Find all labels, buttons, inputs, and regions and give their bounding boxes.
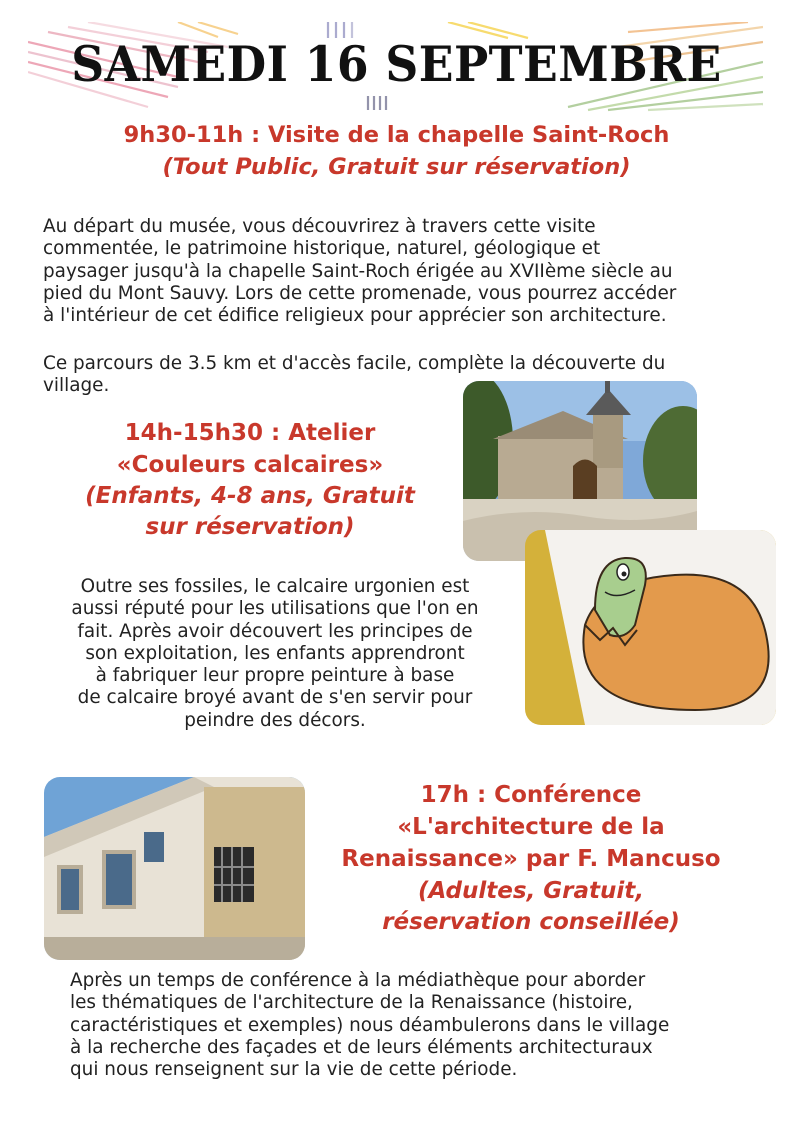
text-line: caractéristiques et exemples) nous déambulerons dans le village: [70, 1014, 670, 1036]
event1-description: [43, 216, 766, 327]
text-line: paysager jusqu'à la chapelle Saint-Roch érigée au XVIIème siècle au: [43, 260, 673, 282]
text-line: de calcaire broyé avant de s'en servir pour: [77, 687, 473, 709]
event2-audience-line1: (Enfants, 4-8 ans, Gratuit: [85, 483, 415, 509]
text-line: à la recherche des façades et de leurs éléments architecturaux: [70, 1036, 653, 1058]
text-line: aussi réputé pour les utilisations que l'on en: [71, 598, 479, 620]
text-line: fait. Après avoir découvert les principes de: [77, 620, 473, 642]
event3-audience-line2: réservation conseillée): [382, 909, 680, 935]
text-line: village.: [43, 375, 110, 397]
text-line: à l'intérieur de cet édifice religieux pour apprécier son architecture.: [43, 305, 667, 327]
text-line: Outre ses fossiles, le calcaire urgonien est: [80, 576, 470, 597]
event3-title-line3: Renaissance» par F. Mancuso: [341, 846, 721, 872]
renaissance-facade-photo: [44, 777, 305, 960]
dinosaur-drawing-photo: [525, 530, 776, 725]
page-title: SAMEDI 16 SEPTEMBRE: [71, 35, 722, 93]
event3-title-line1: 17h : Conférence: [420, 782, 642, 808]
text-line: son exploitation, les enfants apprendront: [85, 642, 465, 664]
event1-time-title: 9h30-11h : Visite de la chapelle Saint-Roch: [123, 122, 670, 148]
text-line: pied du Mont Sauvy. Lors de cette promenade, vous pourrez accéder: [43, 282, 677, 304]
text-line: qui nous renseignent sur la vie de cette période.: [70, 1059, 518, 1081]
event2-audience-line2: sur réservation): [145, 514, 355, 540]
event1-audience: (Tout Public, Gratuit sur réservation): [162, 154, 631, 180]
event2-title-line1: 14h-15h30 : Atelier: [124, 420, 376, 446]
text-line: à fabriquer leur propre peinture à base: [95, 665, 455, 687]
event2-description: [30, 576, 520, 732]
event3-audience-line1: (Adultes, Gratuit,: [417, 878, 645, 904]
text-line: commentée, le patrimoine historique, naturel, géologique et: [43, 238, 601, 260]
text-line: Après un temps de conférence à la médiathèque pour aborder: [70, 970, 646, 991]
text-line: Ce parcours de 3.5 km et d'accès facile, complète la découverte du: [43, 353, 666, 374]
text-line: peindre des décors.: [184, 709, 366, 731]
text-line: Au départ du musée, vous découvrirez à travers cette visite: [43, 216, 596, 237]
event3-title-line2: «L'architecture de la: [397, 814, 665, 840]
event2-title-line2: «Couleurs calcaires»: [116, 452, 384, 478]
text-line: les thématiques de l'architecture de la Renaissance (histoire,: [70, 992, 633, 1014]
event3-description: [70, 970, 756, 1081]
